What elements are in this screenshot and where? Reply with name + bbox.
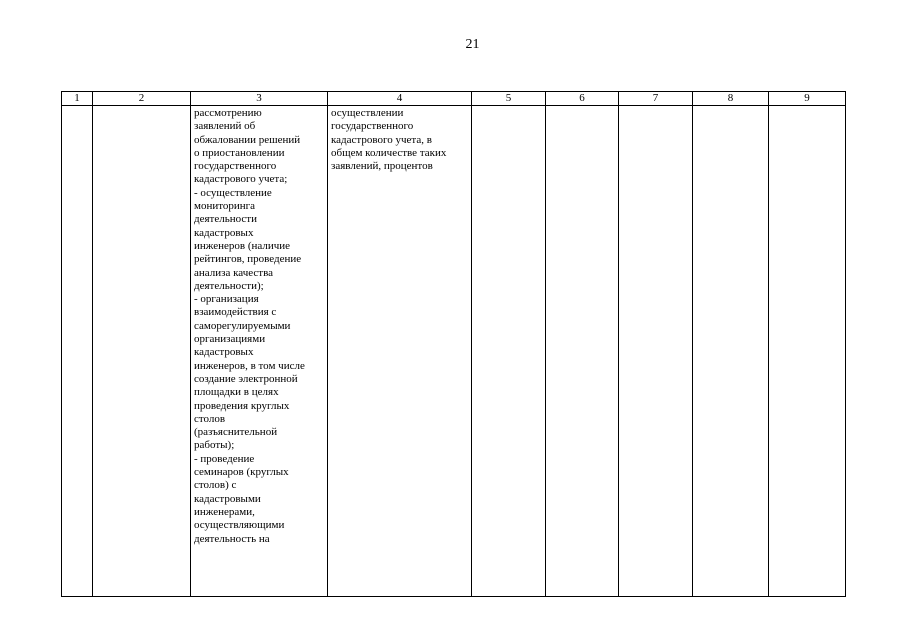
- column-header: 9: [769, 92, 846, 106]
- col4-text-block: [328, 106, 471, 173]
- col3-text-line: обжаловании решений: [194, 133, 301, 146]
- col3-text-line: осуществляющими: [194, 519, 285, 532]
- col3-text-line: заявлений об: [194, 120, 256, 133]
- col3-text-line: столов) с: [194, 479, 237, 492]
- col3-text-line: (разъяснительной: [194, 426, 278, 439]
- col4-text-line: заявлений, процентов: [331, 160, 433, 173]
- table-cell-col9: [769, 106, 846, 597]
- col3-text-line: деятельность на: [194, 532, 270, 545]
- col4-text-line: государственного: [331, 120, 414, 133]
- page-number: 21: [465, 37, 480, 52]
- col3-text-block: [191, 106, 327, 546]
- table-cell-col2: [93, 106, 191, 597]
- col3-text-line: работы);: [194, 439, 235, 452]
- column-header: 2: [93, 92, 191, 106]
- col3-text-line: создание электронной: [194, 372, 298, 385]
- col3-text-line: анализа качества: [194, 266, 274, 279]
- column-header: 3: [191, 92, 328, 106]
- table-cell-col6: [546, 106, 619, 597]
- col4-text-line: кадастрового учета, в: [331, 133, 432, 146]
- col3-text-line: деятельности);: [194, 279, 264, 292]
- table-cell-col1: [62, 106, 93, 597]
- col3-text-line: проведения круглых: [194, 399, 290, 412]
- col3-text-line: - организация: [194, 293, 259, 306]
- col3-text-line: саморегулируемыми: [194, 319, 291, 332]
- column-header: 4: [328, 92, 472, 106]
- col3-text-line: рассмотрению: [194, 107, 262, 119]
- col4-text-line: общем количестве таких: [331, 146, 447, 159]
- col3-text-line: взаимодействия с: [194, 306, 277, 319]
- col3-text-line: инженеров (наличие: [194, 239, 291, 252]
- col3-text-line: кадастрового учета;: [194, 173, 288, 186]
- column-header: 6: [546, 92, 619, 106]
- col3-text-line: рейтингов, проведение: [194, 253, 302, 266]
- col3-text-line: государственного: [194, 160, 277, 173]
- col3-text-line: - осуществление: [194, 186, 272, 199]
- col3-text-line: кадастровых: [194, 226, 254, 239]
- col3-text-line: кадастровыми: [194, 492, 261, 505]
- col3-text-line: о приостановлении: [194, 146, 285, 159]
- table-cell-col7: [619, 106, 693, 597]
- col4-text-line: осуществлении: [331, 107, 404, 119]
- table-header-row: [62, 92, 846, 106]
- column-header: 8: [693, 92, 769, 106]
- table-row: [62, 106, 846, 597]
- col3-text-line: деятельности: [194, 213, 257, 226]
- col3-text-line: площадки в целях: [194, 386, 279, 399]
- col3-text-line: мониторинга: [194, 200, 256, 213]
- table-cell-col3: [191, 106, 328, 597]
- col3-text-line: инженеров, в том числе: [194, 359, 305, 372]
- document-table: [61, 91, 846, 597]
- col3-text-line: кадастровых: [194, 346, 254, 359]
- table-cell-col8: [693, 106, 769, 597]
- col3-text-line: семинаров (круглых: [194, 466, 289, 479]
- col3-text-line: столов: [194, 412, 226, 425]
- table-cell-col5: [472, 106, 546, 597]
- column-header: 5: [472, 92, 546, 106]
- col3-text-line: инженерами,: [194, 505, 255, 518]
- col3-text-line: организациями: [194, 333, 266, 346]
- table-cell-col4: [328, 106, 472, 597]
- col3-text-line: - проведение: [194, 452, 255, 465]
- column-header: 7: [619, 92, 693, 106]
- column-header: 1: [62, 92, 93, 106]
